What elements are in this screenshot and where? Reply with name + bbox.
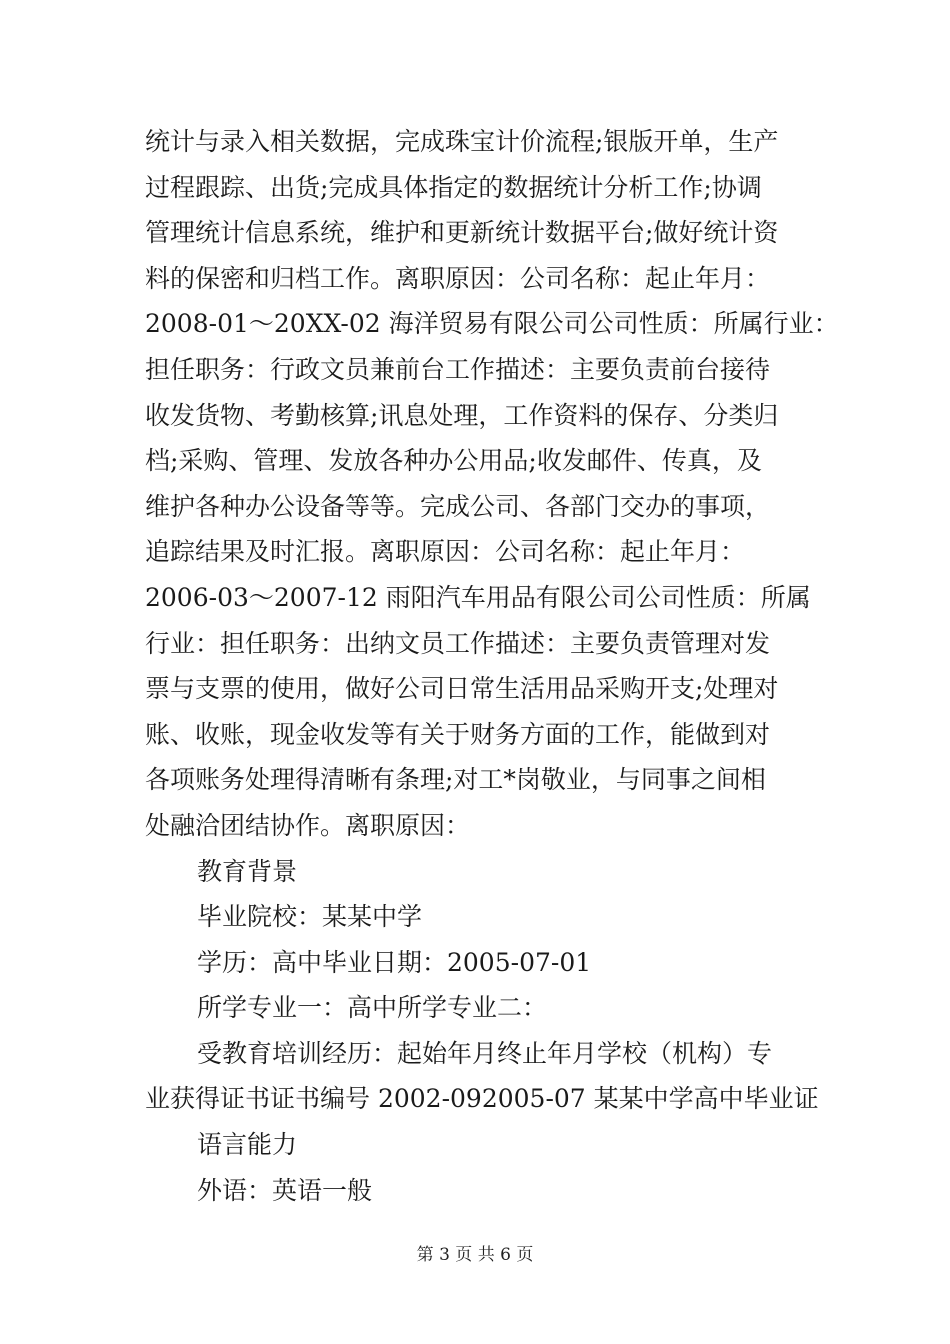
text-line: 过程跟踪、出货;完成具体指定的数据统计分析工作;协调	[145, 172, 762, 202]
text-line: 2006-03～2007-12 雨阳汽车用品有限公司公司性质：所属	[145, 582, 811, 612]
text-line: 票与支票的使用，做好公司日常生活用品采购开支;处理对	[145, 674, 779, 704]
text-line: 统计与录入相关数据，完成珠宝计价流程;银版开单，生产	[145, 127, 779, 156]
text-line: 追踪结果及时汇报。离职原因：公司名称：起止年月：	[145, 537, 746, 567]
text-line: 毕业院校：某某中学	[197, 902, 423, 932]
text-line: 业获得证书证书编号 2002-092005-07 某某中学高中毕业证	[145, 1084, 819, 1114]
text-line: 收发货物、考勤核算;讯息处理，工作资料的保存、分类归	[145, 400, 779, 430]
text-line: 受教育培训经历：起始年月终止年月学校（机构）专	[197, 1038, 773, 1068]
section-heading-language: 语言能力	[197, 1130, 298, 1160]
document-body	[145, 119, 839, 1213]
text-line: 所学专业一：高中所学专业二：	[197, 993, 548, 1023]
text-line: 外语：英语一般	[197, 1175, 373, 1205]
page-number-footer: 第 3 页 共 6 页	[416, 1245, 534, 1265]
text-line: 料的保密和归档工作。离职原因：公司名称：起止年月：	[145, 263, 771, 293]
section-heading-education: 教育背景	[197, 856, 298, 886]
text-line: 账、收账，现金收发等有关于财务方面的工作，能做到对	[145, 719, 771, 749]
text-line: 处融洽团结协作。离职原因：	[145, 810, 471, 840]
text-line: 各项账务处理得清晰有条理;对工*岗敬业，与同事之间相	[145, 765, 766, 795]
text-line: 管理统计信息系统，维护和更新统计数据平台;做好统计资	[145, 218, 779, 248]
text-line: 维护各种办公设备等等。完成公司、各部门交办的事项，	[145, 491, 771, 521]
text-line: 担任职务：行政文员兼前台工作描述：主要负责前台接待	[145, 354, 771, 384]
text-line: 档;采购、管理、发放各种办公用品;收发邮件、传真，及	[145, 446, 762, 476]
text-line: 2008-01～20XX-02 海洋贸易有限公司公司性质：所属行业：	[145, 309, 839, 339]
text-line: 行业：担任职务：出纳文员工作描述：主要负责管理对发	[145, 628, 771, 658]
text-line: 学历：高中毕业日期：2005-07-01	[197, 947, 592, 977]
